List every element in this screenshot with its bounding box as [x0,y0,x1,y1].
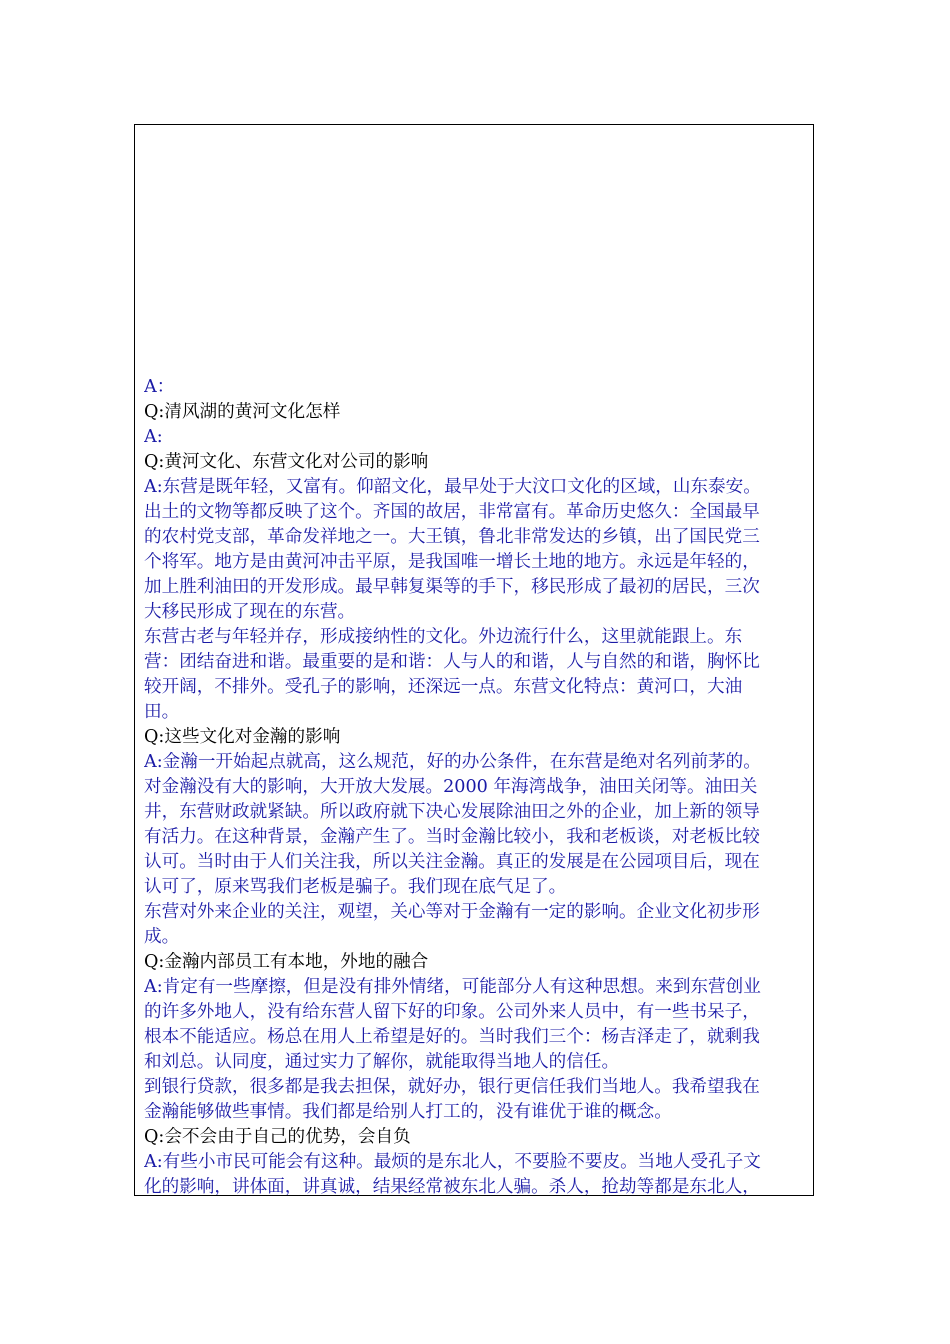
answer-line: 东营古老与年轻并存，形成接纳性的文化。外边流行什么，这里就能跟上。东 [144,627,743,647]
answer-line: A:肯定有一些摩擦，但是没有排外情绪，可能部分人有这种思想。来到东营创业 [144,977,761,997]
answer-line: 根本不能适应。杨总在用人上希望是好的。当时我们三个：杨吉泽走了，就剩我 [144,1027,760,1047]
answer-line: 个将军。地方是由黄河冲击平原，是我国唯一增长土地的地方。永远是年轻的， [144,552,760,572]
question-line: Q:会不会由于自己的优势，会自负 [144,1127,411,1147]
answer-line: 加上胜利油田的开发形成。最早韩复渠等的手下，移民形成了最初的居民，三次 [144,577,760,597]
answer-line: A:东营是既年轻，又富有。仰韶文化，最早处于大汶口文化的区域，山东泰安。 [144,477,761,497]
answer-line: 和刘总。认同度，通过实力了解你，就能取得当地人的信任。 [144,1052,620,1072]
answer-line: 有活力。在这种背景，金瀚产生了。当时金瀚比较小，我和老板谈，对老板比较 [144,827,760,847]
question-line: Q:金瀚内部员工有本地，外地的融合 [144,952,429,972]
answer-line: A： [144,377,175,397]
answer-line: 金瀚能够做些事情。我们都是给别人打工的，没有谁优于谁的概念。 [144,1102,672,1122]
answer-line: 的农村党支部，革命发祥地之一。大王镇，鲁北非常发达的乡镇，出了国民党三 [144,527,760,547]
answer-line: 井，东营财政就紧缺。所以政府就下决心发展除油田之外的企业，加上新的领导 [144,802,760,822]
question-line: Q:黄河文化、东营文化对公司的影响 [144,452,429,472]
document-frame [134,124,814,1196]
answer-line: 的许多外地人，没有给东营人留下好的印象。公司外来人员中，有一些书呆子， [144,1002,760,1022]
answer-line: 成。 [144,927,180,947]
question-line: Q:这些文化对金瀚的影响 [144,727,341,747]
answer-line: 出土的文物等都反映了这个。齐国的故居，非常富有。革命历史悠久：全国最早 [144,502,760,522]
answer-line: 东营对外来企业的关注，观望，关心等对于金瀚有一定的影响。企业文化初步形 [144,902,760,922]
answer-line: A:有些小市民可能会有这种。最烦的是东北人，不要脸不要皮。当地人受孔子文 [144,1152,761,1172]
answer-line: 对金瀚没有大的影响，大开放大发展。2000 年海湾战争，油田关闭等。油田关 [144,777,758,797]
answer-line: 到银行贷款，很多都是我去担保，就好办，银行更信任我们当地人。我希望我在 [144,1077,760,1097]
answer-line: A: [144,427,163,447]
answer-line: 认可。当时由于人们关注我，所以关注金瀚。真正的发展是在公园项目后，现在 [144,852,760,872]
answer-line: 较开阔，不排外。受孔子的影响，还深远一点。东营文化特点：黄河口，大油 [144,677,743,697]
answer-line: A:金瀚一开始起点就高，这么规范，好的办公条件，在东营是绝对名列前茅的。 [144,752,761,772]
answer-line: 认可了，原来骂我们老板是骗子。我们现在底气足了。 [144,877,567,897]
answer-line: 大移民形成了现在的东营。 [144,602,356,622]
document-body [144,375,806,1196]
answer-line: 化的影响，讲体面，讲真诚，结果经常被东北人骗。杀人，抢劫等都是东北人， [144,1177,760,1196]
question-line: Q:清风湖的黄河文化怎样 [144,402,341,422]
answer-line: 营：团结奋进和谐。最重要的是和谐：人与人的和谐，人与自然的和谐，胸怀比 [144,652,760,672]
answer-line: 田。 [144,702,180,722]
